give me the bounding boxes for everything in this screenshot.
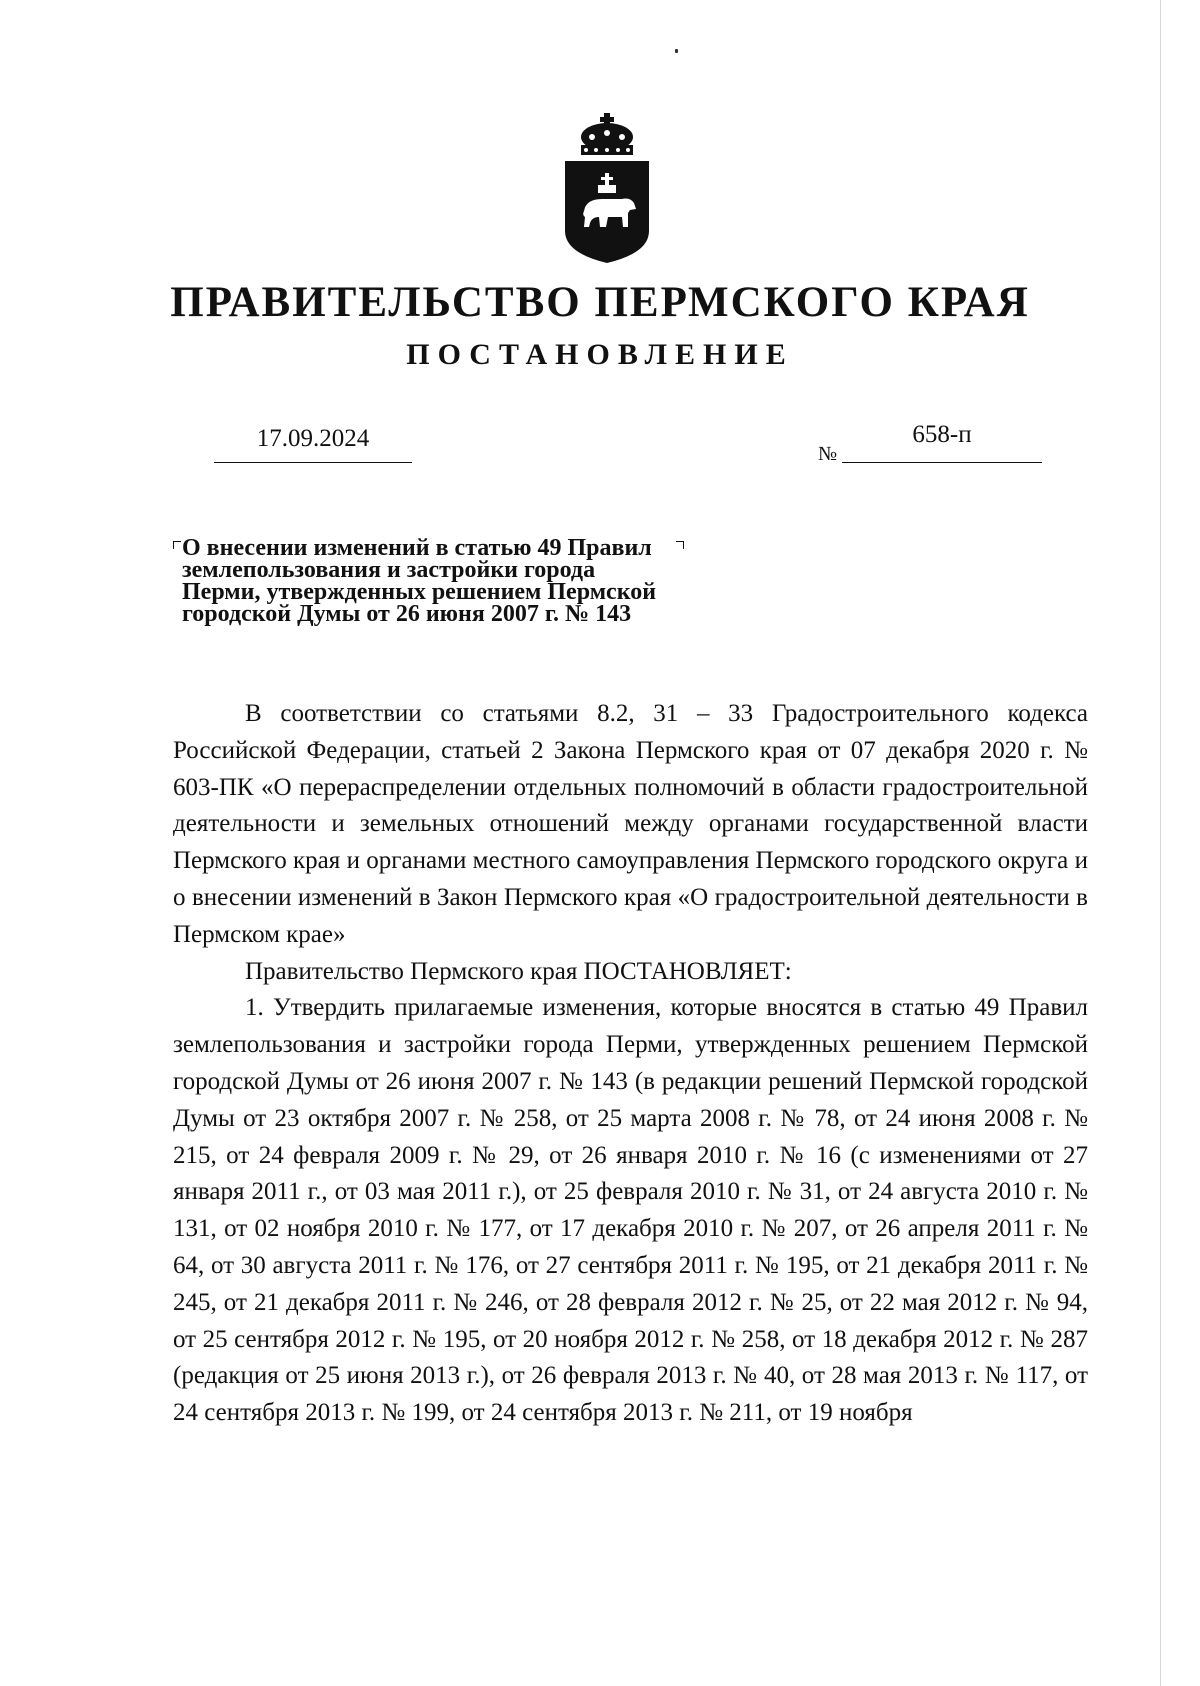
subject-line: О внесении изменений в статью 49 Правил xyxy=(182,535,652,561)
subject-line: Перми, утвержденных решением Пермской xyxy=(182,579,657,605)
number-sign: № xyxy=(818,443,838,465)
number-underline xyxy=(842,462,1042,463)
subject-line: землепользования и застройки города xyxy=(182,557,596,583)
document-number: 658-п xyxy=(912,421,972,448)
document-body xyxy=(173,696,1088,1432)
body-paragraph-item-1: 1. Утвердить прилагаемые изменения, которые вносятся в статью 49 Правил землепользования и застройки города Перми, утвержденных решением Пермской городской Думы от 26 июня 2007 г. № 143 (в редакции решений Пермской городской Думы от 23 октября 2007 г. № 258, от 25 марта 2008 г. № 78, от 24 июня 2008 г. № 215, от 24 февраля 2009 г. № 29, от 26 января 2010 г. № 16 (с изменениями от 27 января 2011 г., от 03 мая 2011 г.), от 25 февраля 2010 г. № 31, от 24 августа 2010 г. № 131, от 02 ноября 2010 г. № 177, от 17 декабря 2010 г. № 207, от 26 апреля 2011 г. № 64, от 30 августа 2011 г. № 176, от 27 сентября 2011 г. № 195, от 21 декабря 2011 г. № 245, от 21 декабря 2011 г. № 246, от 28 февраля 2012 г. № 25, от 22 мая 2012 г. № 94, от 25 сентября 2012 г. № 195, от 20 ноября 2012 г. № 258, от 18 декабря 2012 г. № 287 (редакция от 25 июня 2013 г.), от 26 февраля 2013 г. № 40, от 28 мая 2013 г. № 117, от 24 сентября 2013 г. № 199, от 24 сентября 2013 г. № 211, от 19 ноября xyxy=(173,994,1088,1427)
perm-krai-coat-of-arms-icon xyxy=(562,113,652,263)
document-date: 17.09.2024 xyxy=(256,425,370,452)
organization-title: ПРАВИТЕЛЬСТВО ПЕРМСКОГО КРАЯ xyxy=(170,279,1030,326)
body-paragraph-preamble: В соответствии со статьями 8.2, 31 – 33 Градостроительного кодекса Российской Федерации, статьей 2 Закона Пермского края от 07 декабря 2020 г. № 603-ПК «О перераспределении отдельных полномочий в области градостроительной деятельности и земельных отношений между органами государственной власти Пермского края и органами местного самоуправления Пермского городского округа и о внесении изменений в Закон Пермского края «О градостроительной деятельности в Пермском крае» xyxy=(173,700,1088,948)
document-type: ПОСТАНОВЛЕНИЕ xyxy=(406,338,794,371)
subject-line: городской Думы от 26 июня 2007 г. № 143 xyxy=(182,601,632,627)
body-paragraph-resolves: Правительство Пермского края ПОСТАНОВЛЯЕТ: xyxy=(245,957,792,985)
document-subject xyxy=(182,537,782,625)
date-underline xyxy=(214,462,412,463)
subject-bracket-left xyxy=(173,541,181,549)
scan-edge-line xyxy=(1160,0,1161,1686)
scan-speck xyxy=(675,49,678,53)
